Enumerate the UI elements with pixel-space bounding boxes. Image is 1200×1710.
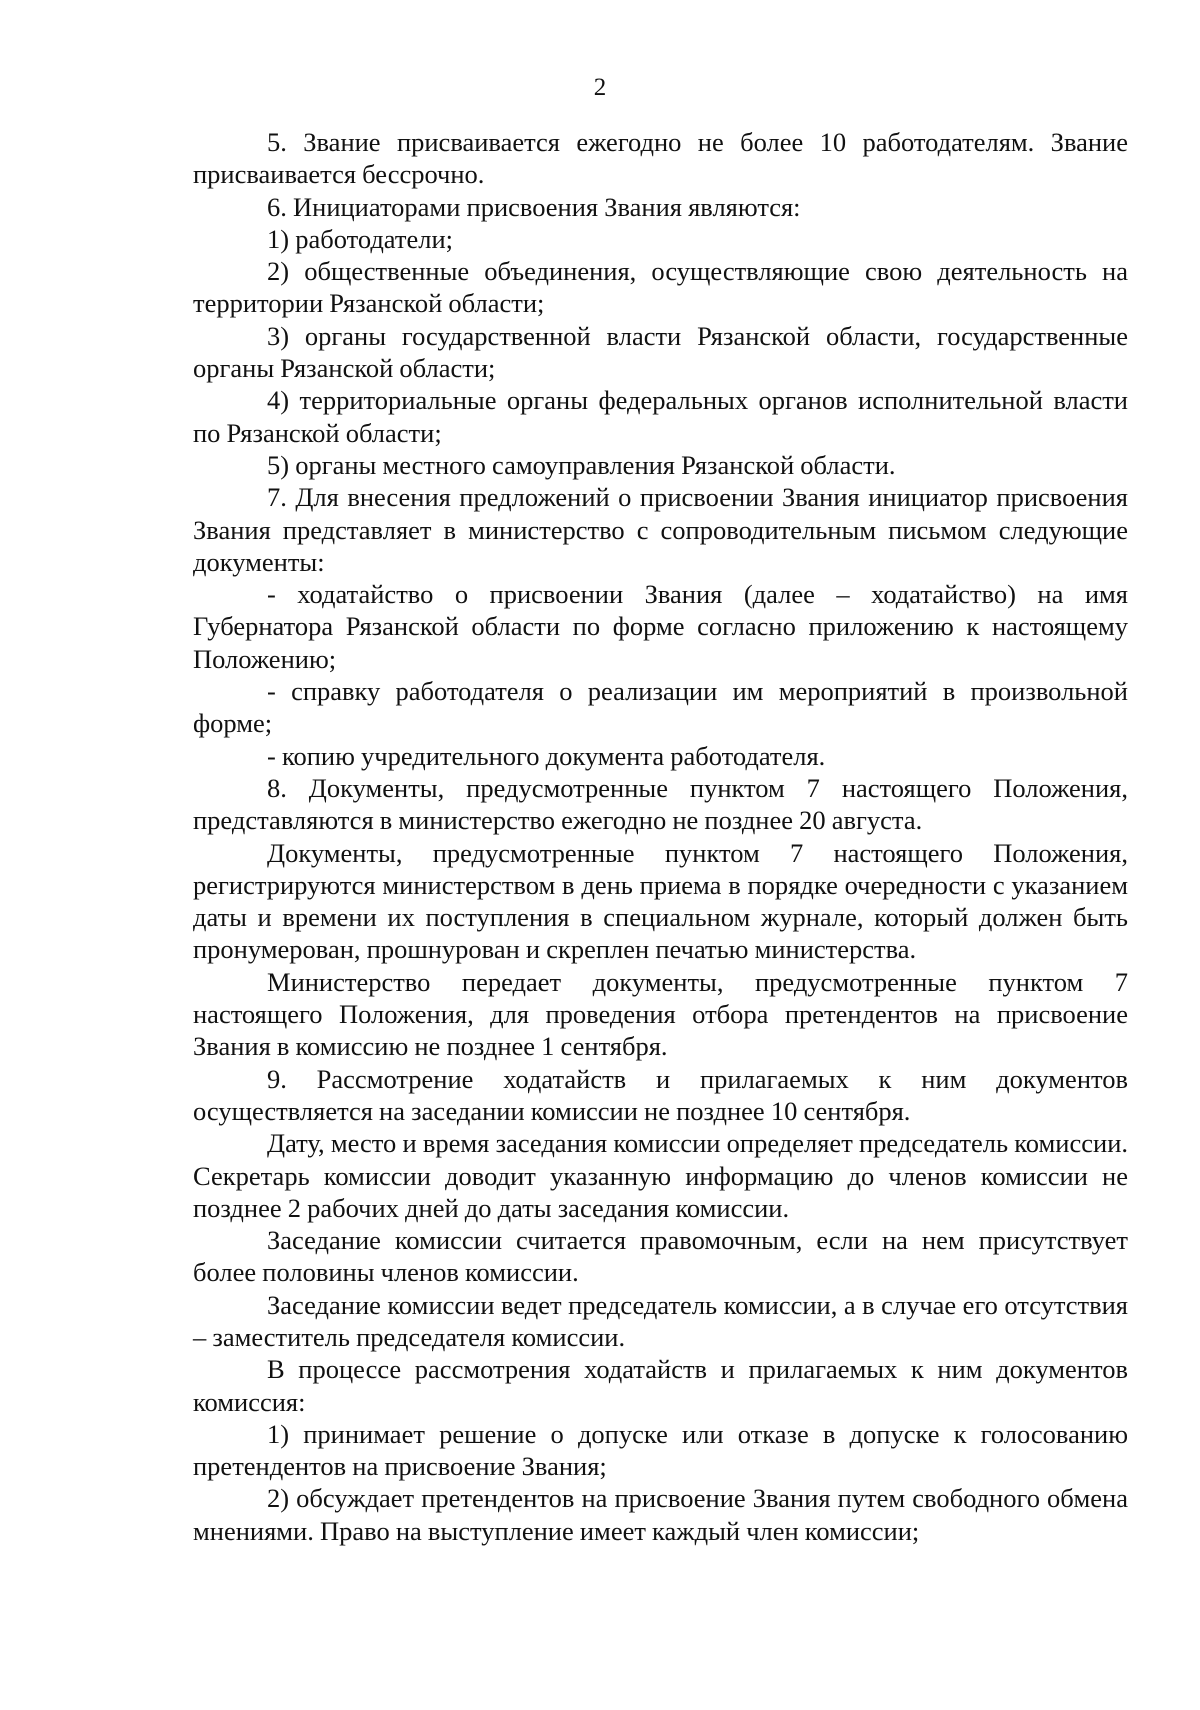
list-item-7-copy: - копию учредительного документа работодателя. <box>267 740 826 771</box>
list-item-6-1: 1) работодатели; <box>267 223 453 254</box>
list-item-7-petition: - ходатайство о присвоении Звания (далее – ходатайство) на имя Губернатора Рязанской области по форме согласно приложению к настоящему Положению; <box>193 579 1128 674</box>
paragraph-9-date: Дату, место и время заседания комиссии определяет председатель комиссии. Секретарь комиссии доводит указанную информацию до членов комиссии не позднее 2 рабочих дней до даты заседания комиссии. <box>193 1128 1128 1223</box>
paragraph-8-registration: Документы, предусмотренные пунктом 7 настоящего Положения, регистрируются министерством в день приема в порядке очередности с указанием даты и времени их поступления в специальном журнале, который должен быть пронумерован, прошнурован и скреплен печатью министерства. <box>193 837 1128 965</box>
page-number: 2 <box>593 74 607 101</box>
paragraph-9-chair: Заседание комиссии ведет председатель комиссии, а в случае его отсутствия – заместитель председателя комиссии. <box>193 1289 1128 1352</box>
paragraph-6: 6. Инициаторами присвоения Звания являются: <box>267 191 801 222</box>
list-item-6-4: 4) территориальные органы федеральных органов исполнительной власти по Рязанской области; <box>193 385 1128 448</box>
list-item-6-5: 5) органы местного самоуправления Рязанской области. <box>267 449 896 480</box>
paragraph-9: 9. Рассмотрение ходатайств и прилагаемых к ним документов осуществляется на заседании комиссии не позднее 10 сентября. <box>193 1063 1128 1126</box>
paragraph-7: 7. Для внесения предложений о присвоении Звания инициатор присвоения Звания представляет в министерство с сопроводительным письмом следующие документы: <box>193 482 1128 577</box>
list-item-9-2: 2) обсуждает претендентов на присвоение Звания путем свободного обмена мнениями. Право на выступление имеет каждый член комиссии; <box>193 1483 1128 1546</box>
paragraph-8: 8. Документы, предусмотренные пунктом 7 настоящего Положения, представляются в министерство ежегодно не позднее 20 августа. <box>193 772 1128 836</box>
list-item-6-3: 3) органы государственной власти Рязанской области, государственные органы Рязанской области; <box>193 320 1128 384</box>
paragraph-9-process: В процессе рассмотрения ходатайств и прилагаемых к ним документов комиссия: <box>193 1354 1128 1417</box>
paragraph-9-quorum: Заседание комиссии считается правомочным, если на нем присутствует более половины членов комиссии. <box>193 1225 1128 1288</box>
paragraph-8-transfer: Министерство передает документы, предусмотренные пунктом 7 настоящего Положения, для проведения отбора претендентов на присвоение Звания в комиссию не позднее 1 сентября. <box>193 966 1128 1062</box>
list-item-9-1: 1) принимает решение о допуске или отказе в допуске к голосованию претендентов на присвоение Звания; <box>193 1418 1128 1482</box>
list-item-7-reference: - справку работодателя о реализации им мероприятий в произвольной форме; <box>193 676 1128 739</box>
document-body <box>193 126 1128 1547</box>
paragraph-5: 5. Звание присваивается ежегодно не более 10 работодателям. Звание присваивается бессрочно. <box>193 127 1128 190</box>
list-item-6-2: 2) общественные объединения, осуществляющие свою деятельность на территории Рязанской области; <box>193 256 1128 319</box>
